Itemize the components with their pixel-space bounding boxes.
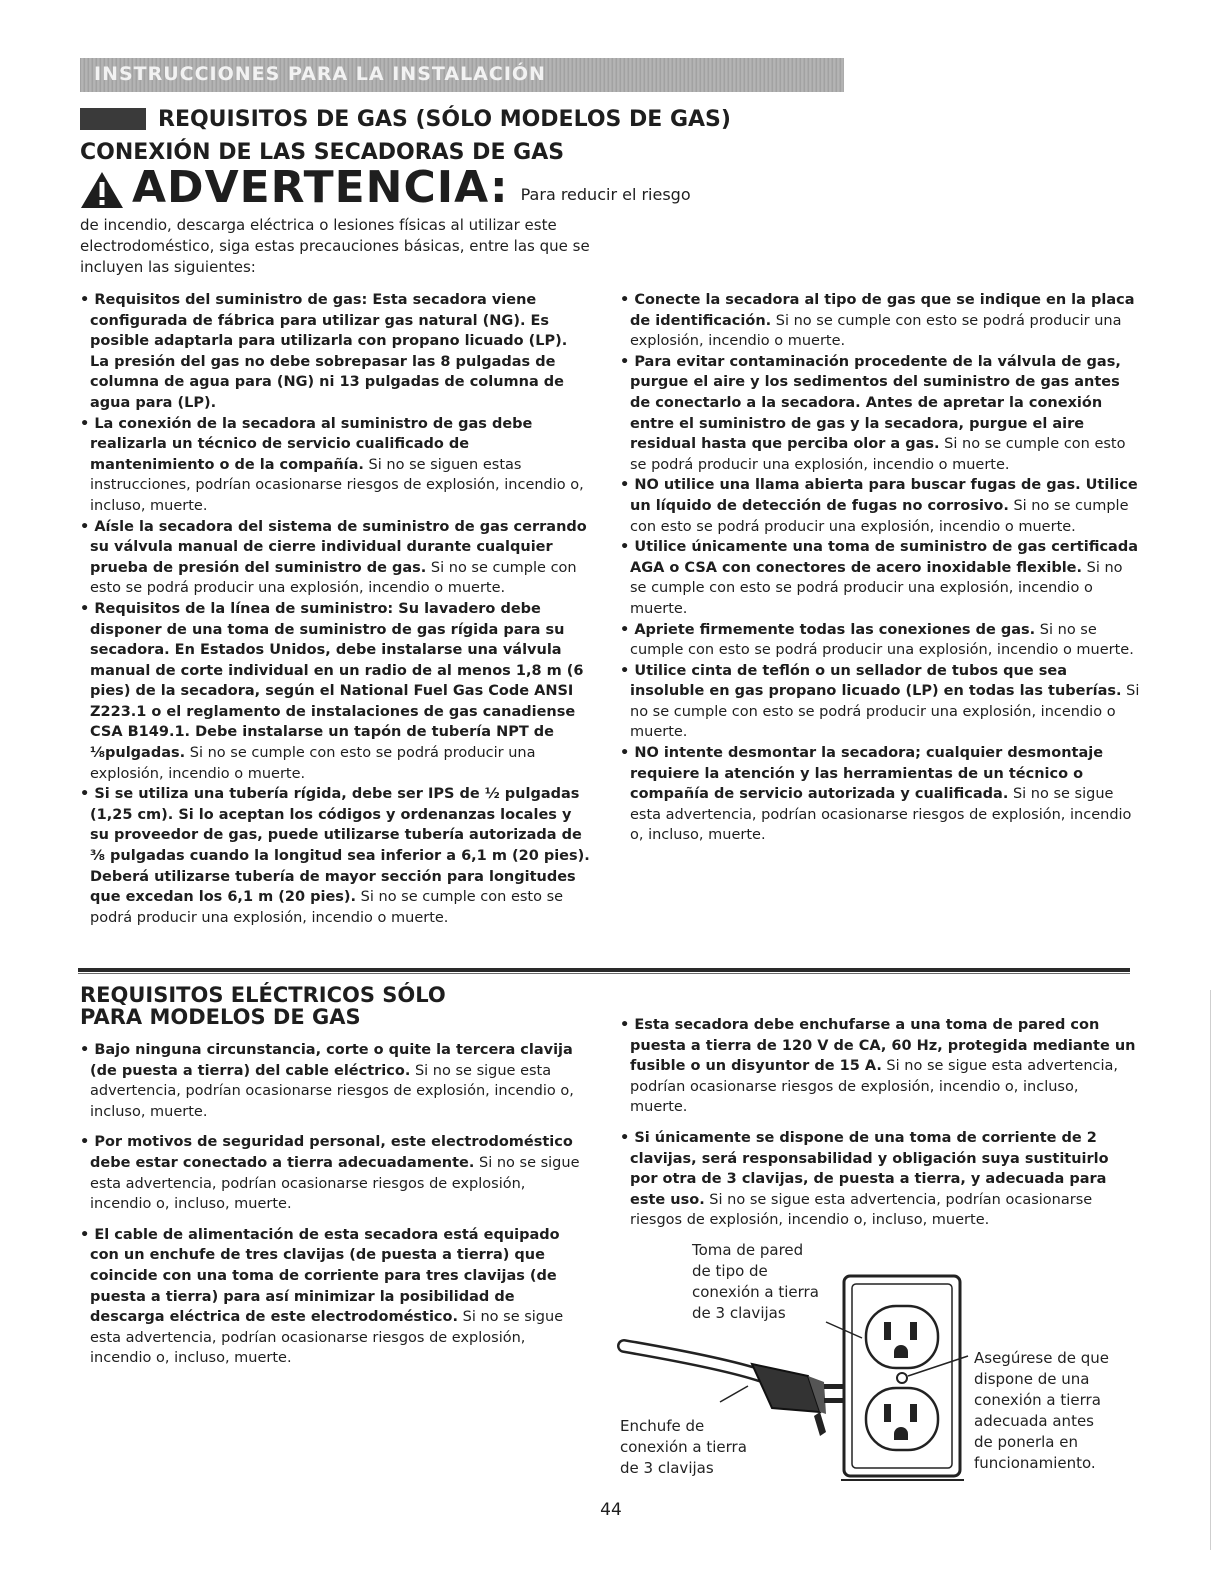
bullet-normal-text: Si no se cumple con esto se podrá producir una explosión, incendio o muerte. (630, 436, 1126, 473)
bullet-item (80, 290, 590, 414)
warning-triangle-icon (80, 171, 124, 209)
subsection-title: CONEXIÓN DE LAS SECADORAS DE GAS (80, 140, 565, 165)
outlet-label-line: de 3 clavijas (692, 1304, 786, 1322)
bullet-bold-text: • Por motivos de seguridad personal, este electrodoméstico debe estar conectado a tierra adecuadamente. (80, 1134, 573, 1171)
bullet-normal-text: Si no se sigue esta advertencia, podrían ocasionarse riesgos de explosión, incendio o, incluso, muerte. (90, 1154, 580, 1213)
bullet-item (80, 1040, 590, 1122)
electrical-requirements-right (620, 1015, 1140, 1241)
bullet-normal-text: Si no se cumple con esto se podrá producir una explosión, incendio o muerte. (630, 497, 1129, 535)
bullet-item (80, 1132, 590, 1214)
bullet-item (620, 620, 1140, 661)
bullet-bold-text: • Utilice únicamente una toma de suministro de gas certificada AGA o CSA con conectores de acero inoxidable flexible. (620, 539, 1138, 576)
section-divider-thin (78, 973, 1130, 974)
bullet-bold-text: • Requisitos del suministro de gas: Esta secadora viene configurada de fábrica para utilizar gas natural (NG). Es posible adaptarla para utilizarla con propano licuado (LP). La presión del gas no debe sobrepasar las 8 pulgadas de columna de agua para (NG) ni 13 pulgadas de columna de agua para (LP). (80, 292, 568, 411)
bullet-item (620, 1128, 1140, 1231)
bullet-bold-text: • Para evitar contaminación procedente de la válvula de gas, purgue el aire y los sedimentos del suministro de gas antes de conectarlo a la secadora. Antes de apretar la conexión entre el suministro de gas y la secadora, purgue el aire residual hasta que perciba olor a gas. (620, 353, 1121, 453)
outlet-label-line: de tipo de (692, 1262, 768, 1280)
bullet-item (620, 743, 1140, 846)
bullet-item (620, 290, 1140, 352)
warning-intro: de incendio, descarga eléctrica o lesiones físicas al utilizar este electrodoméstico, siga estas precauciones básicas, entre las que se incluyen las siguientes: (80, 216, 590, 276)
bullet-bold-text: • Utilice cinta de teflón o un sellador de tubos que sea insoluble en gas propano licuado (LP) en todas las tuberías. (620, 662, 1122, 700)
plug-label-line: de 3 clavijas (620, 1459, 714, 1477)
bullet-normal-text: Si no se cumple con esto se podrá producir una explosión, incendio o muerte. (630, 683, 1140, 741)
banner-title: INSTRUCCIONES PARA LA INSTALACIÓN (94, 63, 546, 85)
bullet-normal-text: Si no se sigue esta advertencia, podrían ocasionarse riesgos de explosión, incendio o, incluso, muerte. (90, 1062, 574, 1120)
bullet-bold-text: • Esta secadora debe enchufarse a una toma de pared con puesta a tierra de 120 V de CA, 60 Hz, protegida mediante un fusible o un disyuntor de 15 A. (620, 1017, 1136, 1075)
heading-marker-block (80, 108, 146, 130)
bullet-bold-text: • Bajo ninguna circunstancia, corte o quite la tercera clavija (de puesta a tierra) del cable eléctrico. (80, 1042, 573, 1079)
electrical-requirements-left (80, 1040, 590, 1379)
bullet-normal-text: Si no se cumple con esto se podrá producir una explosión, incendio o muerte. (90, 889, 564, 926)
bullet-bold-text: • Conecte la secadora al tipo de gas que se indique en la placa de identificación. (620, 292, 1135, 329)
warning-heading (80, 164, 691, 212)
bullet-normal-text: Si no se sigue esta advertencia, podrían ocasionarse riesgos de explosión, incendio o, incluso, muerte. (90, 1309, 564, 1367)
bullet-bold-text: • El cable de alimentación de esta secadora está equipado con un enchufe de tres clavijas (de puesta a tierra) que coincide con una toma de corriente para tres clavijas (de puesta a tierra) para así minimizar la posibilidad de descarga eléctrica de este electrodoméstico. (80, 1226, 560, 1326)
page-number: 44 (600, 1500, 622, 1520)
note-line: dispone de una (974, 1370, 1090, 1388)
warning-word: ADVERTENCIA: (132, 162, 509, 213)
bullet-normal-text: Si no se cumple con esto se podrá producir una explosión, incendio o muerte. (630, 312, 1122, 350)
warning-intro-start: Para reducir el riesgo (520, 185, 691, 204)
plug-label-line: conexión a tierra (620, 1438, 747, 1456)
electrical-title-line2: PARA MODELOS DE GAS (80, 1005, 361, 1029)
bullet-bold-text: • NO utilice una llama abierta para buscar fugas de gas. Utilice un líquido de detección de fugas no corrosivo. (620, 477, 1138, 514)
note-line: de ponerla en (974, 1433, 1078, 1451)
grounding-figure (612, 1236, 1132, 1496)
bullet-item (620, 1015, 1140, 1118)
plug-label-line: Enchufe de (620, 1417, 705, 1435)
bullet-bold-text: • Si únicamente se dispone de una toma de corriente de 2 clavijas, será responsabilidad y obligación suya sustituirlo por otra de 3 clavijas, de puesta a tierra, y adecuada para este uso. (620, 1129, 1109, 1208)
bullet-normal-text: Si no se cumple con esto se podrá producir una explosión, incendio o muerte. (90, 559, 577, 597)
note-line: funcionamiento. (974, 1454, 1096, 1472)
grounding-note (974, 1348, 1109, 1474)
section-heading (80, 106, 731, 132)
bullet-bold-text: • NO intente desmontar la secadora; cualquier desmontaje requiere la atención y las herramientas de un técnico o compañía de servicio autorizada y cualificada. (620, 745, 1104, 803)
bullet-item (80, 1225, 590, 1369)
bullet-item (620, 537, 1140, 619)
bullet-normal-text: Si no se cumple con esto se podrá producir una explosión, incendio o muerte. (630, 559, 1123, 617)
bullet-item (80, 784, 590, 928)
bullet-bold-text: • Aísle la secadora del sistema de suministro de gas cerrando su válvula manual de cierre individual durante cualquier prueba de presión del suministro de gas. (80, 518, 587, 576)
scan-edge-line (1210, 990, 1211, 1550)
note-line: conexión a tierra (974, 1391, 1101, 1409)
section-title: REQUISITOS DE GAS (SÓLO MODELOS DE GAS) (158, 106, 731, 132)
bullet-normal-text: Si no se siguen estas instrucciones, podrían ocasionarse riesgos de explosión, incendio o, incluso, muerte. (90, 456, 584, 514)
bullet-bold-text: • Si se utiliza una tubería rígida, debe ser IPS de ½ pulgadas (1,25 cm). Si lo aceptan los códigos y ordenanzas locales y su proveedor de gas, puede utilizarse tubería autorizada de ⅜ pulgadas cuando la longitud sea inferior a 6,1 m (20 pies). Deberá utilizarse tubería de mayor sección para longitudes que excedan los 6,1 m (20 pies). (80, 786, 590, 906)
bullet-bold-text: • Requisitos de la línea de suministro: Su lavadero debe disponer de una toma de suministro de gas rígida para su secadora. En Estados Unidos, debe instalarse una válvula manual de corte individual en un radio de al menos 1,8 m (6 pies) de la secadora, según el National Fuel Gas Code ANSI Z223.1 o el reglamento de instalaciones de gas canadiense CSA B149.1. Debe instalarse un tapón de tubería NPT de ⅛pulgadas. (80, 600, 584, 762)
bullet-normal-text: Si no se cumple con esto se podrá producir una explosión, incendio o muerte. (90, 745, 536, 782)
plug-label (620, 1416, 747, 1479)
bullet-item (80, 517, 590, 599)
outlet-label (692, 1240, 819, 1324)
bullet-item (80, 599, 590, 784)
bullet-normal-text: Si no se sigue esta advertencia, podrían ocasionarse riesgos de explosión, incendio o, incluso, muerte. (630, 1058, 1119, 1116)
bullet-bold-text: • Apriete firmemente todas las conexiones de gas. (620, 621, 1036, 638)
outlet-label-line: Toma de pared (692, 1241, 804, 1259)
gas-requirements-right (620, 290, 1140, 846)
section-divider (78, 968, 1130, 972)
section-banner (80, 58, 844, 92)
bullet-item (620, 352, 1140, 476)
note-line: adecuada antes (974, 1412, 1094, 1430)
electrical-section-title (80, 984, 600, 1028)
bullet-normal-text: Si no se cumple con esto se podrá producir una explosión, incendio o muerte. (630, 621, 1134, 659)
note-line: Asegúrese de que (974, 1349, 1109, 1367)
bullet-normal-text: Si no se sigue esta advertencia, podrían ocasionarse riesgos de explosión, incendio o, incluso, muerte. (630, 786, 1132, 844)
bullet-item (620, 661, 1140, 743)
bullet-item (620, 475, 1140, 537)
bullet-item (80, 414, 590, 517)
bullet-bold-text: • La conexión de la secadora al suministro de gas debe realizarla un técnico de servicio cualificado de mantenimiento o de la compañía. (80, 415, 533, 473)
outlet-label-line: conexión a tierra (692, 1283, 819, 1301)
bullet-normal-text: Si no se sigue esta advertencia, podrían ocasionarse riesgos de explosión, incendio o, incluso, muerte. (630, 1191, 1093, 1229)
gas-requirements-left (80, 290, 590, 928)
electrical-title-line1: REQUISITOS ELÉCTRICOS SÓLO (80, 983, 446, 1007)
